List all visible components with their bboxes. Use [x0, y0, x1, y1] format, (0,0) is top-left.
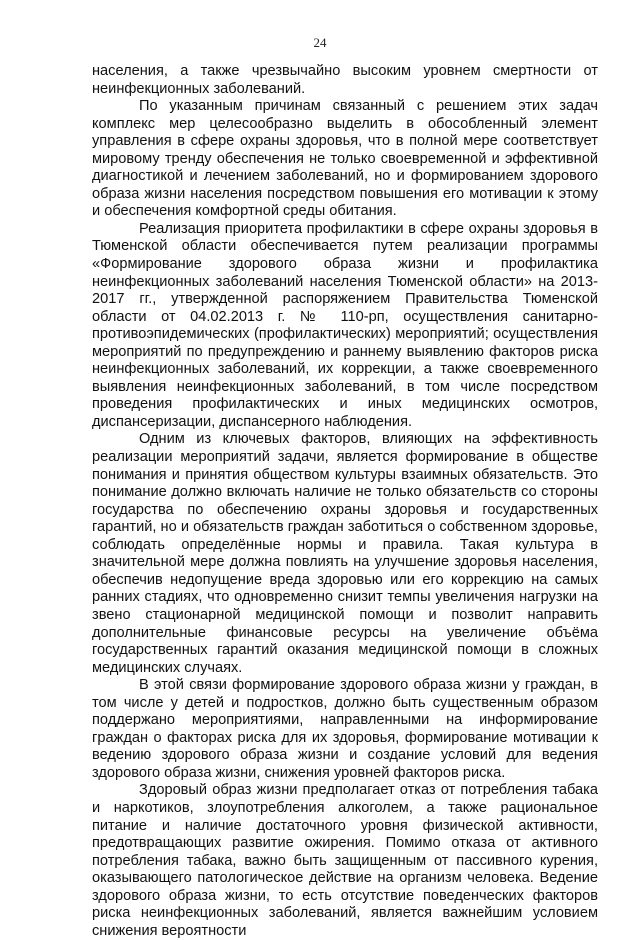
paragraph-healthy-lifestyle-definition: Здоровый образ жизни предполагает отказ от потребления табака и наркотиков, злоупотребления алкоголем, а также рациональное питание и наличие достаточного уровня физической активности, предотвращающих развитие ожирения. Помимо отказа от активного потребления табака, важно быть защищенным от пассивного курения, оказывающего патологическое действие на организм человека. Ведение здорового образа жизни, то есть отсутствие поведенческих факторов риска неинфекционных заболеваний, является важнейшим условием снижения вероятности: [92, 782, 598, 939]
document-body: [92, 63, 598, 940]
paragraph-continuation: населения, а также чрезвычайно высоким уровнем смертности от неинфекционных заболеваний.: [92, 63, 598, 97]
page-number: 24: [313, 35, 327, 50]
paragraph-key-factors: Одним из ключевых факторов, влияющих на эффективность реализации мероприятий задачи, является формирование в обществе понимания и принятия обществом культуры взаимных обязательств. Это понимание должно включать наличие не только обязательств со стороны государства по обеспечению охраны здоровья и государственных гарантий, но и обязательств граждан заботиться о собственном здоровье, соблюдать определённые нормы и правила. Такая культура в значительной мере должна повлиять на улучшение здоровья населения, обеспечив недопущение вреда здоровью или его коррекцию на самых ранних стадиях, что одновременно снизит темпы увеличения нагрузки на звено стационарной медицинской помощи и позволит направить дополнительные финансовые ресурсы на увеличение объёма государственных гарантий оказания медицинской помощи в сложных медицинских случаях.: [92, 431, 598, 676]
paragraph-reasons: По указанным причинам связанный с решением этих задач комплекс мер целесообразно выделить в обособленный элемент управления в сфере охраны здоровья, что в полной мере соответствует мировому тренду обеспечения не только своевременной и эффективной диагностикой и лечением заболеваний, но и формированием здорового образа жизни населения посредством повышения его мотивации к этому и обеспечения комфортной среды обитания.: [92, 98, 598, 220]
paragraph-prevention-priority: Реализация приоритета профилактики в сфере охраны здоровья в Тюменской области обеспечивается путем реализации программы «Формирование здорового образа жизни и профилактика неинфекционных заболеваний населения Тюменской области» на 2013-2017 гг., утвержденной распоряжением Правительства Тюменской области от 04.02.2013 г. № 110-рп, осуществления санитарно-противоэпидемических (профилактических) мероприятий; осуществления мероприятий по предупреждению и раннему выявлению факторов риска неинфекционных заболеваний, их коррекции, а также своевременного выявления неинфекционных заболеваний, в том числе посредством проведения профилактических и иных медицинских осмотров, диспансеризации, диспансерного наблюдения.: [92, 220, 598, 430]
paragraph-healthy-lifestyle-formation: В этой связи формирование здорового образа жизни у граждан, в том числе у детей и подростков, должно быть существенным образом поддержано мероприятиями, направленными на информирование граждан о факторах риска для их здоровья, формирование мотивации к ведению здорового образа жизни и создание условий для ведения здорового образа жизни, снижения уровней факторов риска.: [92, 677, 598, 781]
